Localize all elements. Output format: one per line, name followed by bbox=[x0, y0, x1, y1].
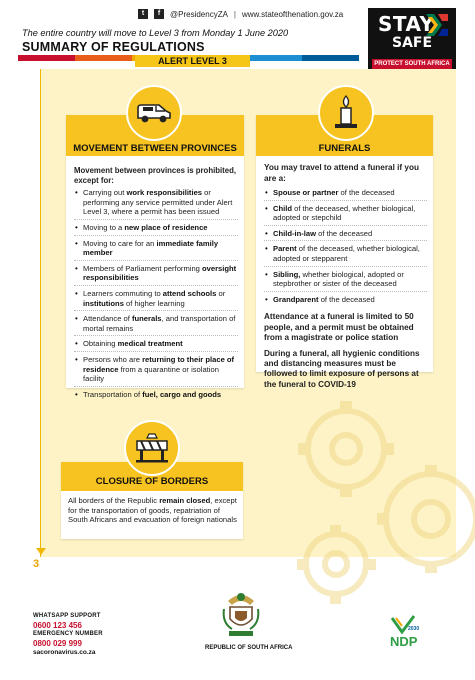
movement-card-title: MOVEMENT BETWEEN PROVINCES bbox=[73, 143, 237, 154]
funerals-list-item bbox=[264, 229, 427, 242]
color-strip-segment bbox=[18, 55, 75, 61]
funerals-list-item-bold: Grandparent bbox=[273, 294, 319, 304]
borders-icon-circle bbox=[124, 420, 180, 476]
sacoronavirus-link[interactable]: sacoronavirus.co.za bbox=[33, 649, 96, 656]
movement-lead: Movement between provinces is prohibited, except for: bbox=[74, 166, 237, 185]
borders-text-pre: All borders of the Republic bbox=[68, 496, 160, 505]
funerals-card bbox=[256, 115, 433, 389]
movement-card bbox=[66, 115, 244, 399]
movement-list-item-bold: immediate family member bbox=[83, 238, 219, 258]
movement-list-item-bold: fuel, cargo and goods bbox=[142, 389, 222, 399]
funerals-list-item bbox=[264, 244, 427, 266]
funerals-icon-circle bbox=[318, 85, 374, 141]
color-strip-segment bbox=[75, 55, 132, 61]
flag-icon bbox=[426, 14, 448, 36]
movement-list-item bbox=[74, 188, 238, 220]
page-title: SUMMARY OF REGULATIONS bbox=[22, 40, 205, 54]
movement-list-item-text: of higher learning bbox=[123, 298, 185, 308]
website-link[interactable]: www.stateofthenation.gov.za bbox=[242, 9, 344, 19]
movement-list-item-bold: returning to their place of residence bbox=[83, 354, 235, 374]
movement-list-item-text: , and transportation of mortal remains bbox=[83, 314, 236, 333]
funerals-list-item-text: whether biological, adopted or stepbrother or sister of the deceased bbox=[273, 269, 404, 289]
funerals-list-item-text: of the deceased bbox=[338, 188, 395, 197]
twitter-icon: t bbox=[138, 9, 148, 19]
page-number: 3 bbox=[33, 558, 40, 570]
movement-list-item-bold: new place of residence bbox=[124, 222, 208, 232]
movement-list-item bbox=[74, 339, 238, 352]
protect-tagline: PROTECT SOUTH AFRICA bbox=[372, 59, 452, 69]
borders-card-title: CLOSURE OF BORDERS bbox=[95, 476, 209, 487]
timeline-arrow-icon bbox=[36, 548, 46, 555]
movement-list-item-text: Moving to care for an bbox=[83, 238, 157, 248]
movement-list-item-text: Attendance of bbox=[83, 314, 132, 324]
funerals-hygiene-text: During a funeral, all hygienic conditions and distancing measures must be followed to limit exposure of persons at the funeral to COVID-19 bbox=[264, 348, 420, 389]
funerals-list-item-bold: Child-in-law bbox=[273, 228, 317, 238]
borders-text-bold: remain closed bbox=[159, 496, 211, 505]
funerals-lead: You may travel to attend a funeral if you are a: bbox=[264, 163, 419, 183]
movement-list-item-text: Learners commuting to bbox=[83, 288, 163, 298]
funerals-list-item-bold: Spouse or partner bbox=[273, 188, 339, 197]
movement-list-item-text: Carrying out bbox=[83, 188, 127, 198]
funerals-card-body bbox=[264, 163, 427, 390]
funerals-list-item-bold: Parent bbox=[273, 244, 297, 254]
movement-list-item bbox=[74, 223, 238, 236]
van-icon bbox=[135, 100, 173, 126]
movement-list-item-text: Members of Parliament performing bbox=[83, 263, 203, 273]
funerals-list-item-text: of the deceased, whether biological, adopted or stepparent bbox=[273, 244, 420, 263]
movement-list-item-text: Transportation of bbox=[83, 389, 143, 399]
movement-icon-circle bbox=[126, 85, 182, 141]
social-bar bbox=[138, 9, 343, 19]
movement-list-item bbox=[74, 264, 238, 286]
emergency-number: 0800 029 999 bbox=[33, 639, 82, 648]
movement-list-item-bold: oversight responsibilities bbox=[83, 263, 237, 283]
movement-list-item bbox=[74, 314, 238, 336]
funerals-list bbox=[264, 188, 427, 306]
movement-list-item-text: Persons who are bbox=[83, 354, 143, 364]
movement-list-item bbox=[74, 289, 238, 311]
republic-label: REPUBLIC OF SOUTH AFRICA bbox=[205, 645, 293, 651]
alert-level-tab: ALERT LEVEL 3 bbox=[135, 55, 250, 67]
funerals-list-item-text: of the deceased bbox=[316, 228, 373, 238]
safe-word: SAFE bbox=[392, 35, 433, 51]
emergency-label: EMERGENCY NUMBER bbox=[33, 631, 103, 637]
color-strip-segment bbox=[302, 55, 359, 61]
movement-card-body bbox=[74, 166, 238, 404]
borders-card-body bbox=[68, 496, 238, 525]
funerals-limit-text: Attendance at a funeral is limited to 50 people, and a permit must be obtained from a magistrate or police station bbox=[264, 312, 414, 342]
ndp-logo bbox=[386, 614, 428, 648]
movement-list-item bbox=[74, 390, 238, 402]
whatsapp-label: WHATSAPP SUPPORT bbox=[33, 613, 101, 619]
movement-list-item-bold: attend schools bbox=[162, 288, 217, 298]
movement-list-item bbox=[74, 239, 238, 261]
separator: | bbox=[233, 9, 236, 19]
movement-list-item-text: or performing any service permitted under Alert Level 3, where a permit has been issued bbox=[83, 188, 233, 217]
funerals-list-item-bold: Sibling, bbox=[273, 269, 301, 279]
funerals-list-item bbox=[264, 204, 427, 226]
stay-safe-logo bbox=[368, 8, 456, 72]
gears-background-icon bbox=[266, 379, 475, 619]
funerals-list-item bbox=[264, 188, 427, 201]
stay-word: STAY bbox=[378, 12, 435, 36]
candle-icon bbox=[331, 94, 361, 132]
timeline-line bbox=[40, 69, 41, 557]
ndp-year: 2030 bbox=[408, 626, 420, 632]
facebook-icon: f bbox=[154, 9, 164, 19]
movement-list-item-bold: institutions bbox=[83, 298, 124, 308]
page-subtitle: The entire country will move to Level 3 from Monday 1 June 2020 bbox=[22, 28, 289, 38]
movement-list-item-text: Moving to a bbox=[83, 222, 125, 232]
movement-list bbox=[74, 188, 238, 401]
movement-list-item bbox=[74, 355, 238, 387]
movement-list-item-text: or bbox=[216, 288, 226, 298]
funerals-card-title: FUNERALS bbox=[318, 143, 371, 154]
funerals-list-item bbox=[264, 295, 427, 307]
coat-of-arms-icon bbox=[220, 587, 262, 639]
funerals-list-item bbox=[264, 270, 427, 292]
movement-list-item-text: Obtaining bbox=[83, 339, 118, 349]
social-handle: @PresidencyZA bbox=[170, 9, 228, 19]
ndp-text: NDP bbox=[390, 634, 418, 648]
color-strip-segment bbox=[245, 55, 302, 61]
funerals-list-item-text: of the deceased bbox=[318, 294, 375, 304]
funerals-list-item-text: of the deceased, whether biological, adopted or stepchild bbox=[273, 203, 416, 223]
movement-list-item-text: from a quarantine or isolation facility bbox=[83, 364, 219, 384]
movement-list-item-bold: funerals bbox=[131, 314, 162, 324]
movement-list-item-bold: medical treatment bbox=[117, 339, 183, 349]
support-contacts bbox=[33, 612, 103, 657]
borders-text-post: , except for the transportation of goods, repatriation of South Africans and evacuation of foreign nationals bbox=[68, 496, 237, 525]
movement-list-item-bold: work responsibilities bbox=[126, 188, 203, 198]
barrier-icon bbox=[134, 432, 170, 464]
funerals-list-item-bold: Child bbox=[273, 203, 292, 213]
whatsapp-number: 0600 123 456 bbox=[33, 621, 82, 630]
